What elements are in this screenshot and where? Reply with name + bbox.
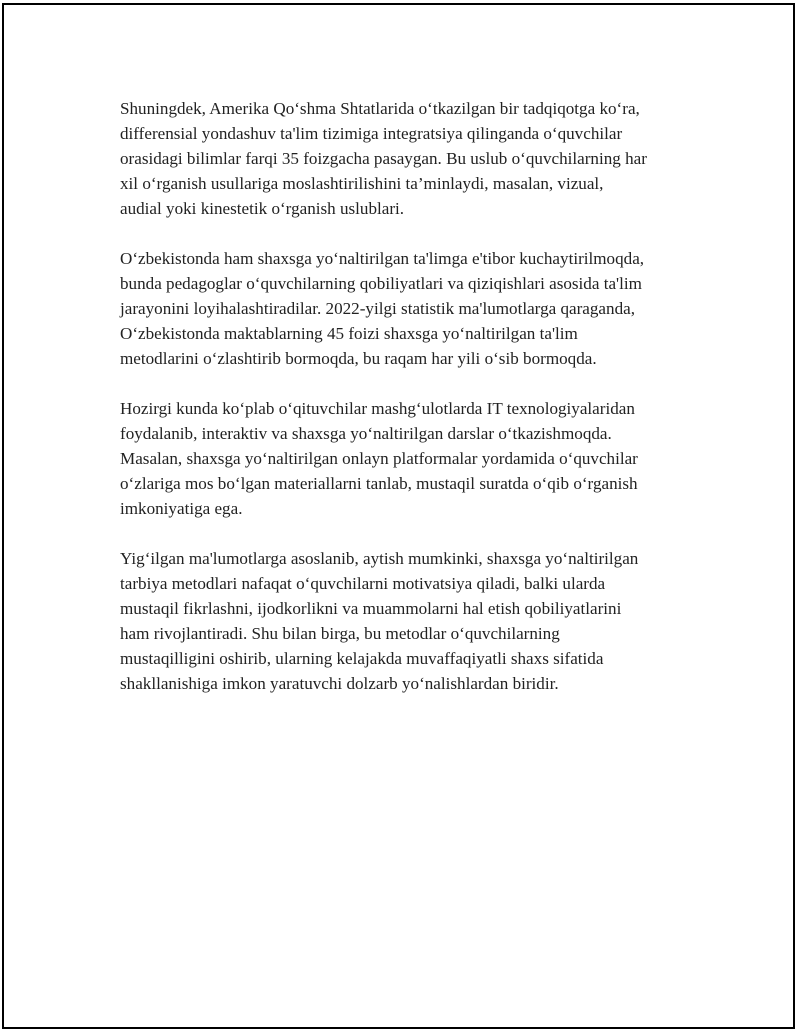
text-line: o‘zlariga mos bo‘lgan materiallarni tanlab, mustaqil suratda o‘qib o‘rganish [120, 474, 638, 493]
text-line: audial yoki kinestetik o‘rganish uslublari. [120, 199, 405, 218]
text-line: imkoniyatiga ega. [120, 499, 243, 518]
text-line: xil o‘rganish usullariga moslashtirilishini ta’minlaydi, masalan, vizual, [120, 174, 604, 193]
text-line: orasidagi bilimlar farqi 35 foizgacha pasaygan. Bu uslub o‘quvchilarning har [120, 149, 647, 168]
text-line: Shuningdek, Amerika Qo‘shma Shtatlarida o‘tkazilgan bir tadqiqotga ko‘ra, [120, 99, 640, 118]
paragraph [120, 546, 698, 696]
text-line: Masalan, shaxsga yo‘naltirilgan onlayn platformalar yordamida o‘quvchilar [120, 449, 638, 468]
document-body [120, 96, 698, 721]
document-page [2, 3, 795, 1029]
text-line: Hozirgi kunda ko‘plab o‘qituvchilar mashg‘ulotlarda IT texnologiyalaridan [120, 399, 635, 418]
paragraph [120, 246, 698, 371]
text-line: mustaqilligini oshirib, ularning kelajakda muvaffaqiyatli shaxs sifatida [120, 649, 604, 668]
paragraph [120, 96, 698, 221]
text-line: O‘zbekistonda maktablarning 45 foizi shaxsga yo‘naltirilgan ta'lim [120, 324, 578, 343]
text-line: mustaqil fikrlashni, ijodkorlikni va muammolarni hal etish qobiliyatlarini [120, 599, 622, 618]
paragraph [120, 396, 698, 521]
text-line: tarbiya metodlari nafaqat o‘quvchilarni motivatsiya qiladi, balki ularda [120, 574, 606, 593]
text-line: bunda pedagoglar o‘quvchilarning qobiliyatlari va qiziqishlari asosida ta'lim [120, 274, 642, 293]
text-line: shakllanishiga imkon yaratuvchi dolzarb yo‘nalishlardan biridir. [120, 674, 559, 693]
text-line: ham rivojlantiradi. Shu bilan birga, bu metodlar o‘quvchilarning [120, 624, 560, 643]
text-line: metodlarini o‘zlashtirib bormoqda, bu raqam har yili o‘sib bormoqda. [120, 349, 597, 368]
text-line: Yig‘ilgan ma'lumotlarga asoslanib, aytish mumkinki, shaxsga yo‘naltirilgan [120, 549, 639, 568]
text-line: foydalanib, interaktiv va shaxsga yo‘naltirilgan darslar o‘tkazishmoqda. [120, 424, 612, 443]
text-line: O‘zbekistonda ham shaxsga yo‘naltirilgan ta'limga e'tibor kuchaytirilmoqda, [120, 249, 645, 268]
text-line: differensial yondashuv ta'lim tizimiga integratsiya qilinganda o‘quvchilar [120, 124, 623, 143]
text-line: jarayonini loyihalashtiradilar. 2022-yilgi statistik ma'lumotlarga qaraganda, [120, 299, 635, 318]
